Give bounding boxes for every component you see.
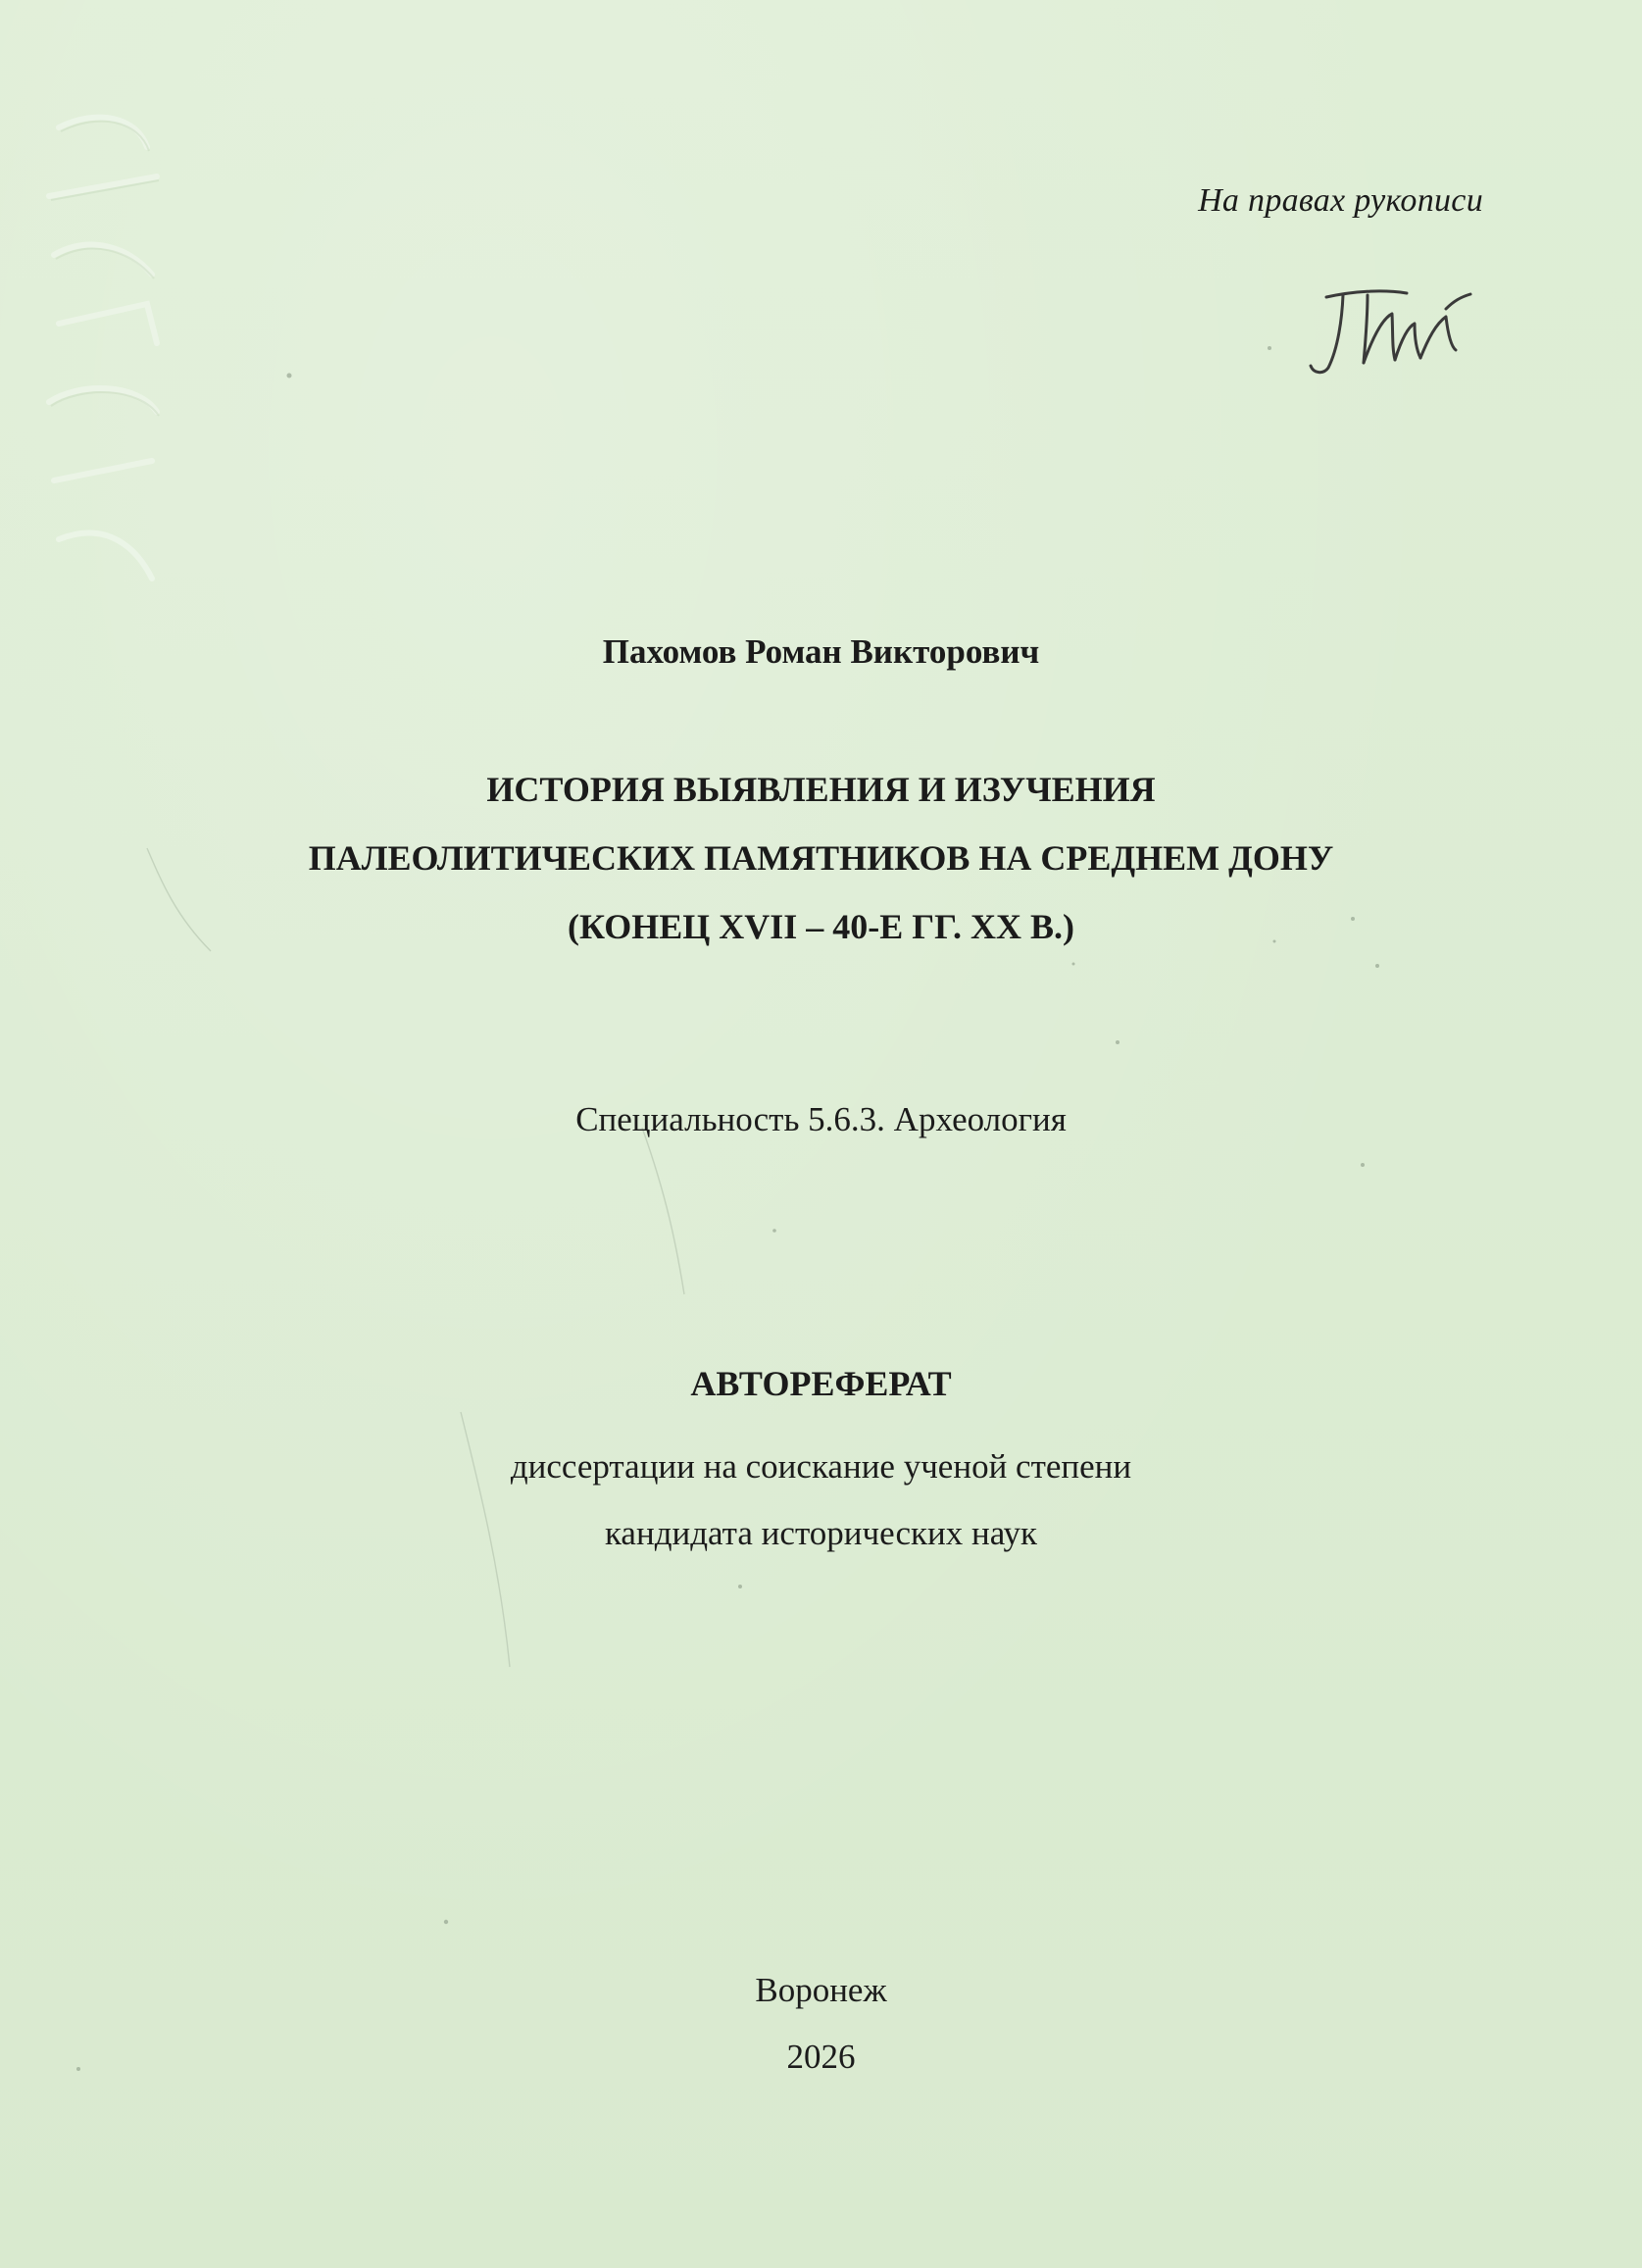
- dissertation-title: [0, 755, 1642, 961]
- publication-year: 2026: [786, 2038, 856, 2076]
- embossed-stamp-mark: [20, 88, 186, 637]
- handwritten-signature-icon: [1299, 279, 1475, 392]
- document-type: АВТОРЕФЕРАТ: [690, 1364, 952, 1403]
- document-purpose: [0, 1434, 1642, 1567]
- purpose-line: кандидата исторических наук: [604, 1514, 1038, 1552]
- manuscript-rights-note: На правах рукописи: [1198, 182, 1483, 219]
- title-line: ПАЛЕОЛИТИЧЕСКИХ ПАМЯТНИКОВ НА СРЕДНЕМ ДОНУ: [308, 838, 1334, 878]
- purpose-line: диссертации на соискание ученой степени: [510, 1447, 1132, 1486]
- author-name: Пахомов Роман Викторович: [602, 632, 1040, 671]
- title-line: (КОНЕЦ XVII – 40-Е ГГ. XX В.): [568, 907, 1074, 946]
- specialty-line: Специальность 5.6.3. Археология: [575, 1100, 1067, 1138]
- title-line: ИСТОРИЯ ВЫЯВЛЕНИЯ И ИЗУЧЕНИЯ: [486, 770, 1156, 809]
- publication-city: Воронеж: [755, 1971, 887, 2009]
